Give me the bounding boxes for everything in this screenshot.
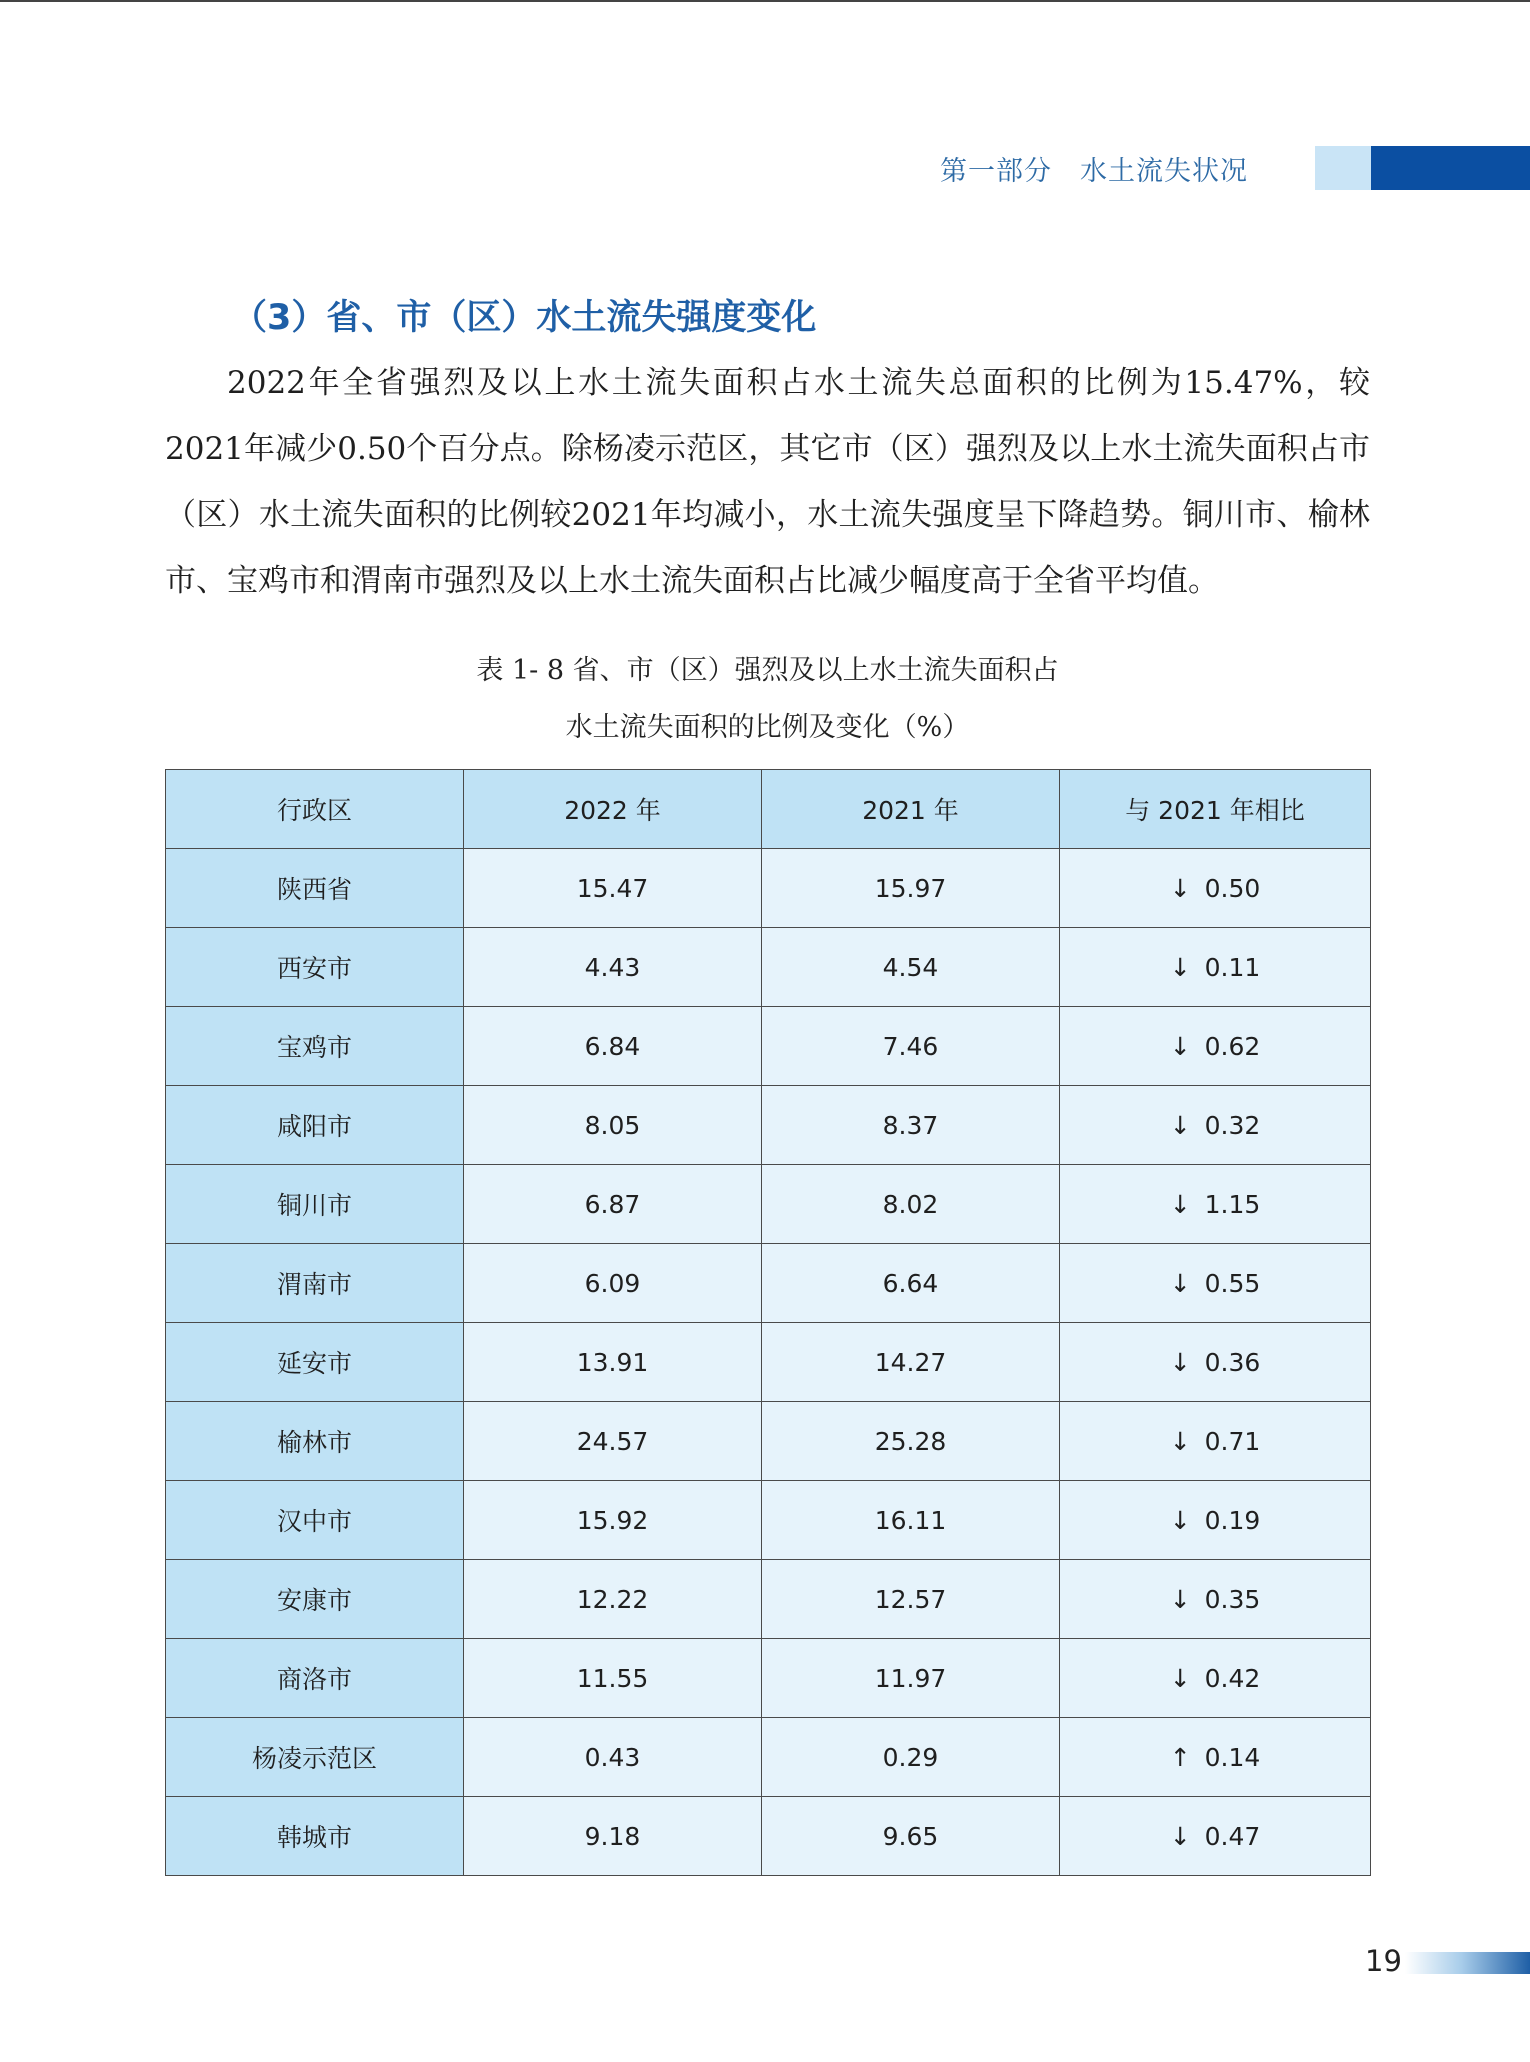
cell-2021: 9.65	[762, 1797, 1060, 1876]
cell-change	[1060, 1165, 1371, 1244]
cell-2022: 6.84	[464, 1007, 762, 1086]
cell-region: 宝鸡市	[166, 1007, 464, 1086]
running-head-part: 第一部分	[940, 155, 1052, 187]
cell-region: 渭南市	[166, 1244, 464, 1323]
cell-region: 韩城市	[166, 1797, 464, 1876]
data-table	[165, 769, 1371, 1876]
cell-change	[1060, 1718, 1371, 1797]
table-caption-line2: 水土流失面积的比例及变化（%）	[565, 712, 970, 743]
running-head	[940, 146, 1264, 190]
cell-change	[1060, 1797, 1371, 1876]
cell-change	[1060, 1244, 1371, 1323]
change-value: 0.36	[1204, 1347, 1261, 1377]
change-value: 0.55	[1204, 1268, 1261, 1298]
column-header-2021: 2021 年	[762, 770, 1060, 849]
cell-region: 榆林市	[166, 1402, 464, 1481]
cell-2022: 12.22	[464, 1560, 762, 1639]
cell-2021: 11.97	[762, 1639, 1060, 1718]
change-value: 0.47	[1204, 1821, 1261, 1851]
change-value: 0.50	[1204, 873, 1261, 903]
cell-change	[1060, 1639, 1371, 1718]
cell-2022: 0.43	[464, 1718, 762, 1797]
cell-change	[1060, 849, 1371, 928]
running-head-text	[940, 149, 1264, 188]
cell-region: 延安市	[166, 1323, 464, 1402]
column-header-region: 行政区	[166, 770, 464, 849]
table-row	[166, 1007, 1371, 1086]
change-value: 0.14	[1204, 1742, 1261, 1772]
running-head-light-block	[1315, 146, 1371, 190]
arrow-down-icon: ↓	[1169, 1426, 1191, 1456]
cell-2021: 8.02	[762, 1165, 1060, 1244]
change-value: 0.35	[1204, 1584, 1261, 1614]
table-row	[166, 1323, 1371, 1402]
table-row	[166, 1402, 1371, 1481]
cell-region: 杨凌示范区	[166, 1718, 464, 1797]
table-header-row	[166, 770, 1371, 849]
cell-2021: 16.11	[762, 1481, 1060, 1560]
cell-2021: 7.46	[762, 1007, 1060, 1086]
cell-region: 汉中市	[166, 1481, 464, 1560]
change-value: 1.15	[1204, 1189, 1261, 1219]
change-value: 0.19	[1204, 1505, 1261, 1535]
cell-change	[1060, 1086, 1371, 1165]
arrow-down-icon: ↓	[1169, 1268, 1191, 1298]
top-rule	[0, 0, 1530, 2]
table-row	[166, 1481, 1371, 1560]
cell-2022: 11.55	[464, 1639, 762, 1718]
running-head-title: 水土流失状况	[1080, 155, 1248, 187]
cell-change	[1060, 1560, 1371, 1639]
table-row	[166, 928, 1371, 1007]
arrow-down-icon: ↓	[1169, 1110, 1191, 1140]
cell-2022: 24.57	[464, 1402, 762, 1481]
table-row	[166, 1639, 1371, 1718]
cell-change	[1060, 1007, 1371, 1086]
cell-2021: 25.28	[762, 1402, 1060, 1481]
change-value: 0.62	[1204, 1031, 1261, 1061]
cell-2022: 15.47	[464, 849, 762, 928]
table-row	[166, 1165, 1371, 1244]
column-header-2022: 2022 年	[464, 770, 762, 849]
arrow-down-icon: ↓	[1169, 1031, 1191, 1061]
change-value: 0.42	[1204, 1663, 1261, 1693]
table-row	[166, 1718, 1371, 1797]
cell-2022: 13.91	[464, 1323, 762, 1402]
table-body	[166, 849, 1371, 1876]
cell-2022: 15.92	[464, 1481, 762, 1560]
table-row	[166, 1560, 1371, 1639]
cell-change	[1060, 1402, 1371, 1481]
section-heading: （3）省、市（区）水土流失强度变化	[232, 298, 817, 338]
arrow-down-icon: ↓	[1169, 1584, 1191, 1614]
arrow-down-icon: ↓	[1169, 1347, 1191, 1377]
change-value: 0.11	[1204, 952, 1261, 982]
cell-2021: 0.29	[762, 1718, 1060, 1797]
arrow-down-icon: ↓	[1169, 1189, 1191, 1219]
cell-region: 西安市	[166, 928, 464, 1007]
table-row	[166, 849, 1371, 928]
arrow-down-icon: ↓	[1169, 952, 1191, 982]
cell-2022: 6.09	[464, 1244, 762, 1323]
cell-region: 安康市	[166, 1560, 464, 1639]
cell-2022: 8.05	[464, 1086, 762, 1165]
cell-change	[1060, 1481, 1371, 1560]
running-head-dark-block	[1371, 146, 1530, 190]
cell-region: 铜川市	[166, 1165, 464, 1244]
body-paragraph: 2022年全省强烈及以上水土流失面积占水土流失总面积的比例为15.47%，较2021年减少0.50个百分点。除杨凌示范区，其它市（区）强烈及以上水土流失面积占市（区）水土流失面积的比例较2021年均减小，水土流失强度呈下降趋势。铜川市、榆林市、宝鸡市和渭南市强烈及以上水土流失面积占比减少幅度高于全省平均值。	[165, 365, 1370, 599]
arrow-down-icon: ↓	[1169, 1821, 1191, 1851]
cell-2021: 4.54	[762, 928, 1060, 1007]
table-row	[166, 1086, 1371, 1165]
arrow-down-icon: ↓	[1169, 1505, 1191, 1535]
arrow-down-icon: ↓	[1169, 873, 1191, 903]
change-value: 0.32	[1204, 1110, 1261, 1140]
change-value: 0.71	[1204, 1426, 1261, 1456]
page-number-bar	[1405, 1952, 1530, 1974]
cell-2022: 6.87	[464, 1165, 762, 1244]
cell-region: 陕西省	[166, 849, 464, 928]
arrow-up-icon: ↑	[1169, 1742, 1191, 1772]
table-row	[166, 1244, 1371, 1323]
column-header-change: 与 2021 年相比	[1060, 770, 1371, 849]
cell-2021: 15.97	[762, 849, 1060, 928]
cell-2021: 6.64	[762, 1244, 1060, 1323]
cell-change	[1060, 1323, 1371, 1402]
table-row	[166, 1797, 1371, 1876]
cell-region: 商洛市	[166, 1639, 464, 1718]
cell-change	[1060, 928, 1371, 1007]
arrow-down-icon: ↓	[1169, 1663, 1191, 1693]
table-caption-line1: 表 1- 8 省、市（区）强烈及以上水土流失面积占	[476, 655, 1059, 686]
page-number: 19	[1365, 1944, 1402, 1978]
cell-2022: 4.43	[464, 928, 762, 1007]
cell-2021: 14.27	[762, 1323, 1060, 1402]
cell-2022: 9.18	[464, 1797, 762, 1876]
cell-2021: 8.37	[762, 1086, 1060, 1165]
cell-region: 咸阳市	[166, 1086, 464, 1165]
cell-2021: 12.57	[762, 1560, 1060, 1639]
